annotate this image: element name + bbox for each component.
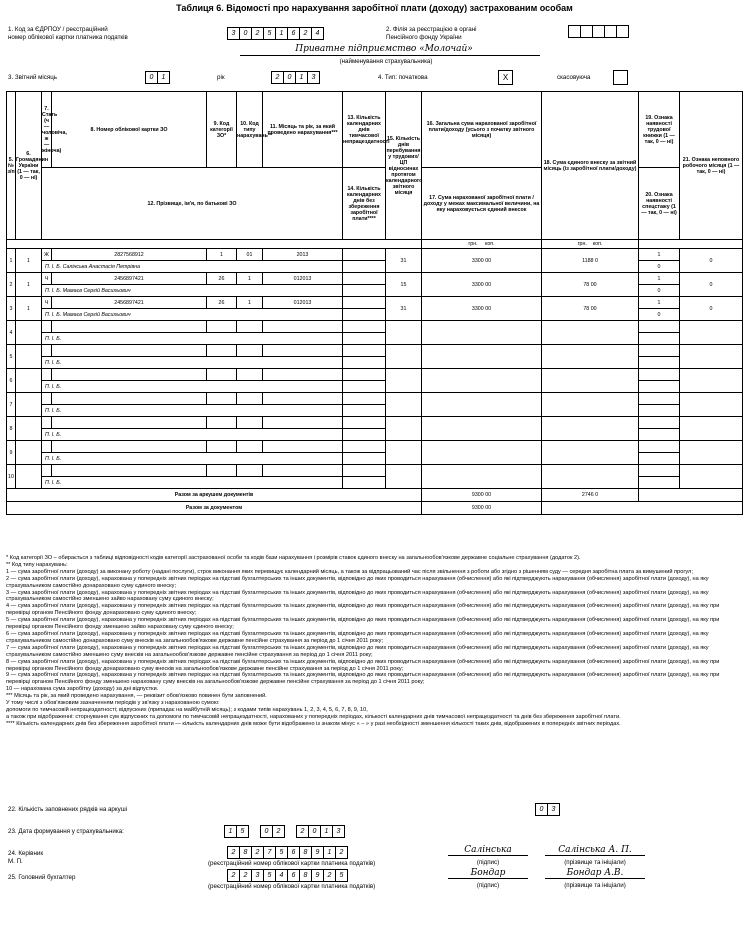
row-workbook[interactable]: 1 [639, 297, 680, 309]
row-card-number[interactable]: 2456897421 [52, 297, 207, 309]
row-sex[interactable] [42, 417, 52, 429]
col17-header: 17. Сума нарахованої заробітної плати / доходу у межах максимальної величини, на яку нараховується єдиний внесок [422, 168, 542, 240]
row-card-number[interactable] [52, 417, 207, 429]
row-special-exp[interactable]: 0 [639, 261, 680, 273]
digit-cell[interactable]: 1 [295, 71, 308, 84]
branch-code[interactable] [568, 25, 628, 38]
col16-header: 16. Загальна сума нарахованої заробітної плати/доходу (усього з початку звітного місяця) [422, 92, 542, 168]
digit-cell[interactable]: 1 [275, 27, 288, 40]
digit-cell[interactable]: 7 [263, 846, 276, 859]
footnote-line: 8 — сума заробітної плати (доходу), нарахована у попередніх звітних періодах на підставі бухгалтерських та інших документів, відповідно до яких проводиться нарахування (обчислення) або які підтверджують нарахування (обчислення) заробітної плати (доходу), на яку при перевірці органом Пенсійного фонду донараховано суму внесків на загальнообов'язкове державне пенсійне страхування за період до 1 січня 2011 року; [6, 658, 720, 672]
rows-count-cells[interactable] [535, 803, 559, 816]
digit-cell[interactable]: 6 [287, 846, 300, 859]
row-workbook[interactable] [639, 417, 680, 429]
field1-label: 1. Код за ЄДРПОУ / реєстраційний [8, 26, 108, 33]
col18-header: 18. Сума єдиного внеску за звітний місяць (із заробітної плати/доходу) [542, 92, 639, 240]
row-esv[interactable] [542, 369, 639, 393]
row-salary[interactable] [422, 369, 542, 393]
row-special-exp[interactable] [639, 381, 680, 393]
row-partial-month[interactable] [680, 321, 743, 345]
row-category[interactable] [207, 441, 237, 453]
accountant-name-caption: (прізвище та ініціали) [564, 882, 626, 889]
footnote-line: *** Місяць та рік, за який проведено нарахування, — реквізит обов'язково повинен бути заповнений. [6, 693, 267, 700]
digit-cell[interactable]: 2 [299, 27, 312, 40]
col11-header: 11. Місяць та рік, за який проведено нарахування*** [263, 92, 343, 168]
row-citizen[interactable]: 1 [16, 297, 42, 321]
row-full-name[interactable]: П. І. Б. Салінська Анастасія Петрівна [42, 261, 343, 273]
digit-cell[interactable]: 8 [299, 869, 312, 882]
row-workbook[interactable] [639, 321, 680, 333]
row-citizen[interactable] [16, 441, 42, 465]
footnote-line: допомоги по тимчасовій непрацездатності; відпускних (припадає на майбутній місяць); з кодами типів нарахувань 1, 2, 3, 4, 5, 6, 7, 8, 9, 10, [6, 706, 368, 713]
row-salary[interactable]: 3300 00 [422, 273, 542, 297]
row-sex[interactable]: Ч [42, 297, 52, 309]
row-sick-days[interactable] [343, 345, 386, 357]
row-special-exp[interactable] [639, 453, 680, 465]
digit-cell[interactable]: 2 [239, 869, 252, 882]
row-sex[interactable] [42, 321, 52, 333]
grn-kop-header: грн. коп. [422, 240, 542, 249]
row-card-number[interactable] [52, 393, 207, 405]
digit-cell[interactable]: 5 [263, 869, 276, 882]
row-sick-days[interactable] [343, 249, 386, 261]
row-unpaid-days[interactable] [343, 429, 386, 441]
director-signature: Салінська [448, 845, 528, 856]
digit-cell[interactable]: 0 [239, 27, 252, 40]
date-month[interactable] [260, 825, 284, 838]
row-workbook[interactable] [639, 465, 680, 477]
row-card-number[interactable] [52, 465, 207, 477]
digit-cell[interactable]: 5 [335, 869, 348, 882]
doc-total-label: Разом за документом [7, 502, 422, 515]
digit-cell[interactable]: 2 [227, 869, 240, 882]
row-salary[interactable]: 3300 00 [422, 249, 542, 273]
row-period[interactable]: 2013 [263, 249, 343, 261]
digit-cell[interactable]: 0 [260, 825, 273, 838]
col14-header: 14. Кількість календарних днів без збереження заробітної плати**** [343, 168, 386, 240]
digit-cell[interactable]: 2 [271, 71, 284, 84]
row-card-number[interactable] [52, 321, 207, 333]
row-partial-month[interactable] [680, 369, 743, 393]
row-full-name[interactable]: П. І. Б. [42, 333, 343, 345]
row-work-days[interactable]: 31 [386, 297, 422, 321]
digit-cell[interactable]: 3 [307, 71, 320, 84]
row-citizen[interactable]: 1 [16, 249, 42, 273]
row-number: 5 [7, 345, 16, 369]
row-category[interactable] [207, 465, 237, 477]
footnote-line: 1 — сума заробітної плати (доходу) за виконану роботу (надані послуги), строк виконання яких перевищує календарний місяць, а також за відпрацьований час після звільнення з роботи або згідно з рішенням суду — середня заробітна плата за вимушений прогул; [6, 568, 693, 575]
row-sick-days[interactable] [343, 273, 386, 285]
row-type[interactable] [237, 417, 263, 429]
row-category[interactable] [207, 321, 237, 333]
accountant-code-caption: (реєстраційний номер облікової картки платника податків) [208, 883, 376, 890]
row-citizen[interactable] [16, 417, 42, 441]
digit-cell[interactable] [616, 25, 629, 38]
row-citizen[interactable] [16, 369, 42, 393]
row-unpaid-days[interactable] [343, 405, 386, 417]
row-period[interactable] [263, 369, 343, 381]
digit-cell[interactable]: 1 [323, 846, 336, 859]
row-category[interactable]: 1 [207, 249, 237, 261]
footnotes [6, 555, 742, 728]
digit-cell[interactable]: 0 [145, 71, 158, 84]
row-number: 1 [7, 249, 16, 273]
row-partial-month[interactable] [680, 441, 743, 465]
digit-cell[interactable]: 4 [275, 869, 288, 882]
doc-total-sum: 9300 00 [422, 502, 542, 515]
row-number: 9 [7, 441, 16, 465]
row-sick-days[interactable] [343, 321, 386, 333]
row-workbook[interactable] [639, 369, 680, 381]
row-salary[interactable] [422, 393, 542, 417]
row-esv[interactable] [542, 345, 639, 369]
row-citizen[interactable] [16, 465, 42, 489]
digit-cell[interactable]: 9 [311, 846, 324, 859]
row-work-days[interactable] [386, 393, 422, 417]
row-partial-month[interactable]: 0 [680, 273, 743, 297]
row-workbook[interactable] [639, 393, 680, 405]
col7-header: 7. Стать (ч — чоловіча, ж — жіноча) [42, 92, 52, 168]
digit-cell[interactable]: 2 [251, 846, 264, 859]
row-salary[interactable] [422, 465, 542, 489]
director-name: Салінська А. П. [545, 845, 645, 856]
col9-header: 9. Код категорії ЗО* [207, 92, 237, 168]
col20-header: 20. Ознака наявності спецстажу (1 — так, 0 — ні) [639, 168, 680, 240]
row-category[interactable]: 26 [207, 273, 237, 285]
month-cells[interactable] [145, 71, 169, 84]
footnote-line: а також при відображенні: сторнування сум відпускних та допомоги по тимчасовій непрацездатності, нарахованих у попередніх періодах, кількості календарних днів тимчасової непрацездатності та днів без збереження заробітної плати. [6, 713, 621, 720]
row-number: 6 [7, 369, 16, 393]
footnote-line: У тому числі з обов'язковим зазначенням періодів у зв'язку з нарахованою сумою: [6, 700, 220, 707]
row-salary[interactable] [422, 441, 542, 465]
footnote-line: 7 — сума заробітної плати (доходу), нарахована у попередніх звітних періодах на підставі бухгалтерських та інших документів, відповідно до яких проводиться нарахування (обчислення) або які підтверджують нарахування (обчислення) заробітної плати (доходу), на яку страхувальником самостійно зменшено суму внесків на загальнообов'язкове державне пенсійне страхування за період до 1 січня 2011 року; [6, 644, 709, 658]
digit-cell[interactable]: 8 [239, 846, 252, 859]
digit-cell[interactable]: 3 [251, 869, 264, 882]
row-workbook[interactable]: 1 [639, 249, 680, 261]
digit-cell[interactable]: 1 [157, 71, 170, 84]
col12-header: 12. Прізвище, ім'я, по батькові ЗО [42, 168, 343, 240]
col5-header: 5. № з/п [7, 92, 16, 240]
director-name-caption: (прізвище та ініціали) [564, 859, 626, 866]
row-citizen[interactable]: 1 [16, 273, 42, 297]
field22-label: 22. Кількість заповнених рядків на аркуші [8, 806, 128, 813]
row-citizen[interactable] [16, 345, 42, 369]
row-partial-month[interactable] [680, 393, 743, 417]
row-full-name[interactable]: П. І. Б. [42, 357, 343, 369]
row-type[interactable] [237, 393, 263, 405]
row-workbook[interactable] [639, 441, 680, 453]
date-day[interactable] [224, 825, 248, 838]
field4-label: 4. Тип: початкова [378, 74, 428, 81]
row-period[interactable] [263, 321, 343, 333]
accountant-name: Бондар А.В. [545, 868, 645, 879]
row-card-number[interactable] [52, 369, 207, 381]
digit-cell[interactable]: 9 [311, 869, 324, 882]
row-number: 10 [7, 465, 16, 489]
footnote-line: 2 — сума заробітної плати (доходу), нарахована у попередніх звітних періодах на підставі бухгалтерських та інших документів, відповідно до яких проводиться нарахування (обчислення) або які підтверджують нарахування (обчислення) заробітної плати (доходу), на яку страхувальником самостійно донараховано суму єдиного внеску; [6, 575, 709, 589]
row-full-name[interactable]: П. І. Б. [42, 429, 343, 441]
row-type[interactable] [237, 369, 263, 381]
director-code-caption: (реєстраційний номер облікової картки платника податків) [208, 860, 376, 867]
row-card-number[interactable] [52, 345, 207, 357]
footnote-line: 9 — сума заробітної плати (доходу), нарахована у попередніх звітних періодах на підставі бухгалтерських та інших документів, відповідно до яких проводиться нарахування (обчислення) або які підтверджують нарахування (обчислення) заробітної плати (доходу), на яку при перевірці органом Пенсійного фонду зменшено нараховану суму внесків на загальнообов'язкове державне пенсійне страхування за період до 1 січня 2011 року; [6, 672, 720, 686]
digit-cell[interactable]: 2 [272, 825, 285, 838]
digit-cell[interactable]: 8 [299, 846, 312, 859]
row-salary[interactable] [422, 417, 542, 441]
digit-cell[interactable]: 0 [535, 803, 548, 816]
main-table [6, 91, 743, 515]
grn-kop-header-18: грн. коп. [542, 240, 639, 249]
row-esv[interactable] [542, 321, 639, 345]
field24-label: 24. Керівник [8, 850, 44, 857]
footnote-line: 10 — нарахована сума заробітку (доходу) за дні відпустки. [6, 686, 159, 693]
row-esv[interactable] [542, 465, 639, 489]
row-work-days[interactable]: 15 [386, 273, 422, 297]
row-number: 7 [7, 393, 16, 417]
row-sex[interactable] [42, 393, 52, 405]
row-category[interactable] [207, 369, 237, 381]
row-sex[interactable] [42, 465, 52, 477]
field1-label-2: номер облікової картки платника податків [8, 34, 128, 41]
row-card-number[interactable] [52, 441, 207, 453]
col6-header: 6. Громадянин України (1 — так, 0 — ні) [16, 92, 42, 240]
insurer-name: Приватне підприємство «Молочай» [295, 44, 473, 54]
row-salary[interactable] [422, 321, 542, 345]
row-workbook[interactable] [639, 345, 680, 357]
row-unpaid-days[interactable] [343, 357, 386, 369]
row-type[interactable]: 1 [237, 297, 263, 309]
field2-label: 2. Філія за реєстрацією в органі [386, 26, 477, 33]
col10-header: 10. Код типу нарахувань** [237, 92, 263, 168]
digit-cell[interactable]: 2 [227, 846, 240, 859]
row-card-number[interactable]: 2456897421 [52, 273, 207, 285]
field25-label: 25. Головний бухгалтер [8, 874, 76, 881]
field2-label-2: Пенсійного фонду України [386, 34, 462, 41]
mp-label: М. П. [8, 858, 23, 865]
sheet-total-sum: 9300 00 [422, 489, 542, 502]
edrpou-code[interactable] [227, 27, 323, 40]
row-sick-days[interactable] [343, 441, 386, 453]
row-citizen[interactable] [16, 393, 42, 417]
row-unpaid-days[interactable] [343, 333, 386, 345]
row-sick-days[interactable] [343, 369, 386, 381]
row-type[interactable] [237, 321, 263, 333]
row-full-name[interactable]: П. І. Б. Мамаєв Сергій Васильович [42, 285, 343, 297]
col13-header: 13. Кількість календарних днів тимчасової непрацездатності [343, 92, 386, 168]
row-period[interactable] [263, 417, 343, 429]
row-number: 8 [7, 417, 16, 441]
row-category[interactable] [207, 417, 237, 429]
digit-cell[interactable]: 5 [236, 825, 249, 838]
footnote-line: * Код категорії ЗО – обирається з таблиці відповідності кодів категорії застрахованої особи та кодів бази нарахування і розмірів ставок єдиного внеску на загальнообов'язкове державне соціальне страхування (додаток 2). [6, 555, 581, 561]
date-year[interactable] [296, 825, 344, 838]
row-esv[interactable]: 1188 0 [542, 249, 639, 273]
row-partial-month[interactable] [680, 465, 743, 489]
cancel-label: скасовуюча [557, 74, 591, 81]
row-esv[interactable] [542, 417, 639, 441]
row-special-exp[interactable] [639, 477, 680, 489]
row-sex[interactable]: Ж [42, 249, 52, 261]
cancel-checkbox[interactable] [613, 70, 628, 85]
row-unpaid-days[interactable] [343, 453, 386, 465]
row-special-exp[interactable] [639, 357, 680, 369]
digit-cell[interactable]: 6 [287, 869, 300, 882]
row-period[interactable] [263, 393, 343, 405]
insurer-caption: (найменування страхувальника) [339, 58, 433, 65]
digit-cell[interactable]: 6 [287, 27, 300, 40]
row-citizen[interactable] [16, 321, 42, 345]
sheet-total-esv: 2746 0 [542, 489, 639, 502]
row-period[interactable] [263, 465, 343, 477]
row-esv[interactable] [542, 441, 639, 465]
footnote-line: **** Кількість календарних днів без збереження заробітної плати — кількість календарних днів може бути відображено із знаком мінус « – » у разі необхідності зменшення кількості таких днів, відображених в попередніх звітних періодах. [6, 720, 621, 727]
footnote-line: 3 — сума заробітної плати (доходу), нарахована у попередніх звітних періодах на підставі бухгалтерських та інших документів, відповідно до яких проводиться нарахування (обчислення) або які підтверджують нарахування (обчислення) заробітної плати (доходу), на яку страхувальником самостійно зменшено зайво нараховану суму єдиного внеску; [6, 589, 709, 603]
digit-cell[interactable]: 2 [335, 846, 348, 859]
footnote-line: 6 — сума заробітної плати (доходу), нарахована у попередніх звітних періодах на підставі бухгалтерських та інших документів, відповідно до яких проводиться нарахування (обчислення) або які підтверджують нарахування (обчислення) заробітної плати (доходу), на яку страхувальником самостійно донараховано суму внесків на загальнообов'язкове державне пенсійне страхування за період до 1 січня 2011 року; [6, 630, 709, 644]
row-sick-days[interactable] [343, 297, 386, 309]
col19-header: 19. Ознака наявності трудової книжки (1 — так, 0 — ні) [639, 92, 680, 168]
accountant-signature: Бондар [448, 868, 528, 879]
digit-cell[interactable]: 5 [263, 27, 276, 40]
row-special-exp[interactable]: 0 [639, 309, 680, 321]
row-work-days[interactable] [386, 369, 422, 393]
row-special-exp[interactable] [639, 429, 680, 441]
row-partial-month[interactable] [680, 417, 743, 441]
form-title: Таблиця 6. Відомості про нарахування заробітної плати (доходу) застрахованим особам [176, 3, 573, 13]
row-esv[interactable]: 78 00 [542, 273, 639, 297]
row-partial-month[interactable] [680, 345, 743, 369]
row-partial-month[interactable]: 0 [680, 249, 743, 273]
row-category[interactable] [207, 393, 237, 405]
row-period[interactable] [263, 345, 343, 357]
row-full-name[interactable]: П. І. Б. [42, 381, 343, 393]
col15-header: 15. Кількість днів перебування у трудових/ЦП відносинах протягом календарного звітного місяця [386, 92, 422, 240]
row-unpaid-days[interactable] [343, 381, 386, 393]
footnote-line: 5 — сума заробітної плати (доходу), нарахована у попередніх звітних періодах на підставі бухгалтерських та інших документів, відповідно до яких проводиться нарахування (обчислення) або які підтверджують нарахування (обчислення) заробітної плати (доходу), на яку при перевірці органом Пенсійного фонду зменшено зайво нараховану суму єдиного внеску; [6, 617, 720, 631]
row-sick-days[interactable] [343, 465, 386, 477]
digit-cell[interactable]: 5 [275, 846, 288, 859]
year-label: рік [217, 74, 225, 81]
digit-cell[interactable]: 2 [323, 869, 336, 882]
digit-cell[interactable]: 3 [332, 825, 345, 838]
row-type[interactable] [237, 441, 263, 453]
digit-cell[interactable]: 0 [283, 71, 296, 84]
row-work-days[interactable] [386, 465, 422, 489]
row-type[interactable] [237, 465, 263, 477]
row-work-days[interactable] [386, 345, 422, 369]
row-esv[interactable]: 78 00 [542, 297, 639, 321]
digit-cell[interactable]: 1 [224, 825, 237, 838]
digit-cell[interactable]: 3 [547, 803, 560, 816]
field23-label: 23. Дата формування у страхувальника: [8, 828, 124, 835]
row-sex[interactable] [42, 441, 52, 453]
row-sex[interactable]: Ч [42, 273, 52, 285]
row-unpaid-days[interactable] [343, 309, 386, 321]
row-special-exp[interactable]: 0 [639, 285, 680, 297]
row-esv[interactable] [542, 393, 639, 417]
row-unpaid-days[interactable] [343, 261, 386, 273]
row-period[interactable] [263, 441, 343, 453]
row-period[interactable]: 012013 [263, 273, 343, 285]
row-unpaid-days[interactable] [343, 285, 386, 297]
row-full-name[interactable]: П. І. Б. [42, 477, 343, 489]
initial-checkbox[interactable]: X [498, 70, 513, 85]
digit-cell[interactable]: 1 [320, 825, 333, 838]
accountant-code[interactable] [227, 869, 347, 882]
digit-cell[interactable]: 3 [227, 27, 240, 40]
row-special-exp[interactable] [639, 333, 680, 345]
digit-cell[interactable]: 4 [311, 27, 324, 40]
row-salary[interactable] [422, 345, 542, 369]
accountant-sign-caption: (підпис) [476, 882, 500, 889]
row-category[interactable]: 26 [207, 297, 237, 309]
row-period[interactable]: 012013 [263, 297, 343, 309]
row-full-name[interactable]: П. І. Б. [42, 405, 343, 417]
year-cells[interactable] [271, 71, 319, 84]
row-full-name[interactable]: П. І. Б. [42, 453, 343, 465]
row-sex[interactable] [42, 345, 52, 357]
row-sick-days[interactable] [343, 417, 386, 429]
footnote-line: 4 — сума заробітної плати (доходу), нарахована у попередніх звітних періодах на підставі бухгалтерських та інших документів, відповідно до яких проводиться нарахування (обчислення) або які підтверджують нарахування (обчислення) заробітної плати (доходу), на яку при перевірці органом Пенсійного фонду донараховано суму єдиного внеску; [6, 603, 720, 617]
digit-cell[interactable]: 2 [251, 27, 264, 40]
footnote-line: ** Код типу нарахувань: [6, 561, 68, 568]
row-number: 4 [7, 321, 16, 345]
row-special-exp[interactable] [639, 405, 680, 417]
row-sex[interactable] [42, 369, 52, 381]
row-sick-days[interactable] [343, 393, 386, 405]
row-type[interactable]: 01 [237, 249, 263, 261]
row-card-number[interactable]: 2827568912 [52, 249, 207, 261]
row-unpaid-days[interactable] [343, 477, 386, 489]
row-work-days[interactable] [386, 321, 422, 345]
row-work-days[interactable] [386, 417, 422, 441]
row-category[interactable] [207, 345, 237, 357]
digit-cell[interactable]: 0 [308, 825, 321, 838]
director-code[interactable] [227, 846, 347, 859]
row-partial-month[interactable]: 0 [680, 297, 743, 321]
row-full-name[interactable]: П. І. Б. Мамаєв Сергій Васильович [42, 309, 343, 321]
sheet-total-label: Разом за аркушем документів [7, 489, 422, 502]
col21-header: 21. Ознака неповного робочого місяця (1 — так, 0 — ні) [680, 92, 743, 240]
row-type[interactable] [237, 345, 263, 357]
field3-label: 3. Звітний місяць [8, 74, 58, 81]
row-workbook[interactable]: 1 [639, 273, 680, 285]
row-salary[interactable]: 3300 00 [422, 297, 542, 321]
row-number: 3 [7, 297, 16, 321]
row-work-days[interactable] [386, 441, 422, 465]
row-work-days[interactable]: 31 [386, 249, 422, 273]
row-type[interactable]: 1 [237, 273, 263, 285]
digit-cell[interactable]: 2 [296, 825, 309, 838]
col8-header: 8. Номер облікової картки ЗО [52, 92, 207, 168]
director-sign-caption: (підпис) [476, 859, 500, 866]
row-number: 2 [7, 273, 16, 297]
